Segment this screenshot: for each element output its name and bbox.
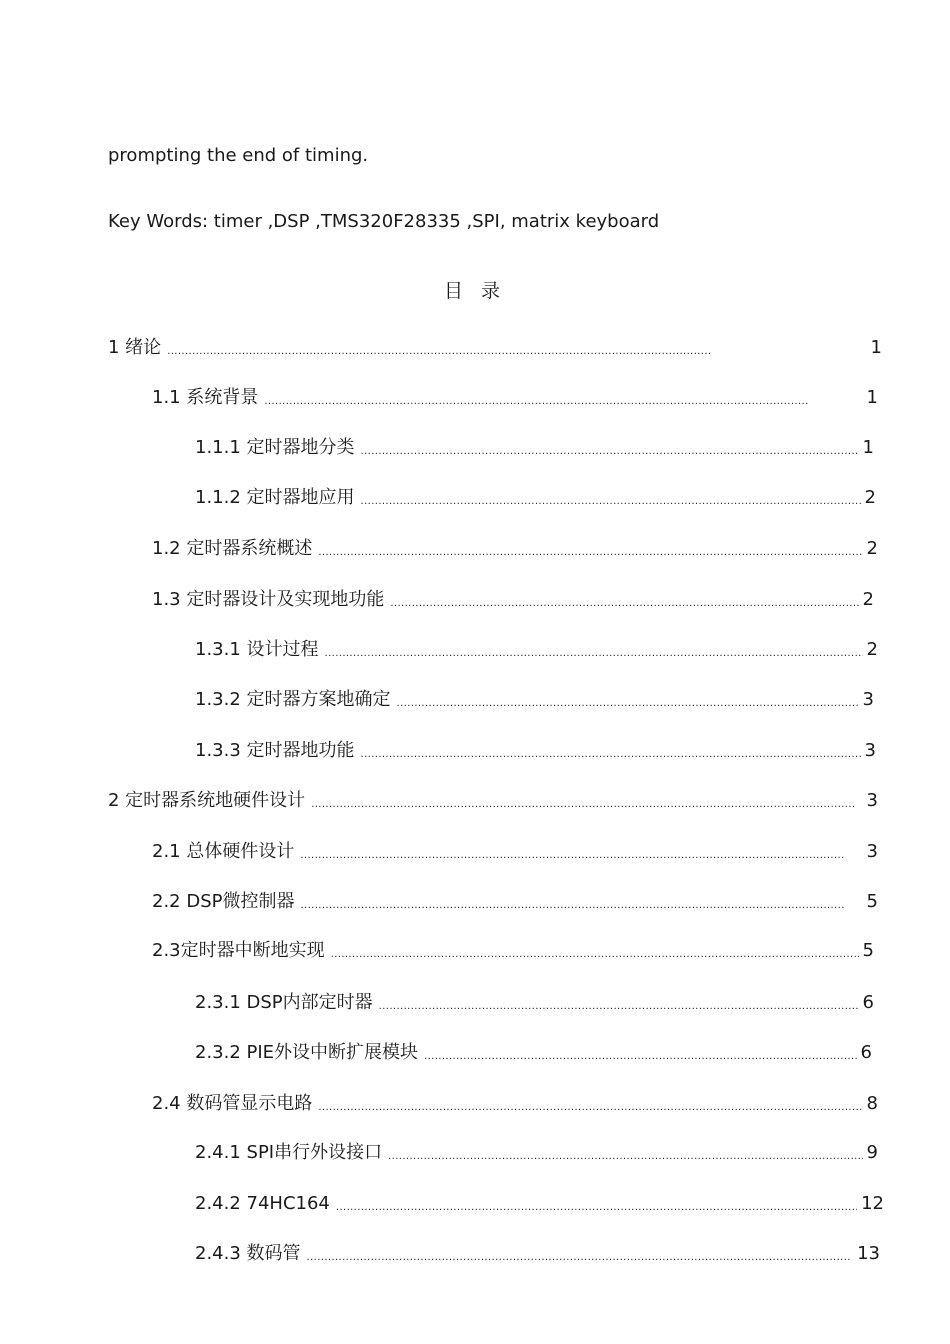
toc-leader-dots (388, 1142, 862, 1164)
toc-entry-label: 1.3.3 定时器地功能 (195, 740, 355, 761)
toc-entry-page: 3 (864, 740, 876, 761)
toc-entry-page: 5 (862, 940, 874, 961)
toc-entry-label: 2 定时器系统地硬件设计 (108, 790, 306, 811)
toc-entry-label: 1.3.2 定时器方案地确定 (195, 689, 391, 710)
toc-entry-page: 1 (862, 437, 874, 458)
abstract-tail-text: prompting the end of timing. (108, 145, 369, 166)
toc-title: 目 录 (443, 280, 507, 302)
toc-entry-label: 1.2 定时器系统概述 (152, 538, 313, 559)
toc-leader-dots (307, 1243, 854, 1265)
toc-entry-page: 3 (866, 841, 878, 862)
toc-entry-page: 1 (866, 387, 878, 408)
toc-entry[interactable] (195, 740, 876, 762)
toc-entry-label: 1.3 定时器设计及实现地功能 (152, 589, 385, 610)
toc-leader-dots (311, 790, 862, 812)
toc-entry[interactable] (152, 841, 878, 863)
toc-entry[interactable] (195, 1042, 872, 1064)
toc-entry-label: 1.3.1 设计过程 (195, 639, 319, 660)
toc-entry-page: 2 (866, 639, 878, 660)
toc-entry-label: 2.3.2 PIE外设中断扩展模块 (195, 1042, 419, 1063)
toc-entry[interactable] (195, 437, 874, 459)
toc-entry[interactable] (152, 387, 878, 409)
toc-entry[interactable] (108, 337, 882, 359)
toc-leader-dots (390, 589, 858, 611)
toc-entry-page: 2 (864, 487, 876, 508)
toc-entry-label: 2.3定时器中断地实现 (152, 940, 325, 961)
toc-entry-page: 13 (857, 1243, 880, 1264)
toc-entry[interactable] (195, 487, 876, 509)
toc-leader-dots (424, 1042, 856, 1064)
toc-entry-page: 3 (862, 689, 874, 710)
toc-entry-page: 12 (861, 1193, 884, 1214)
toc-entry-page: 6 (860, 1042, 872, 1063)
toc-entry[interactable] (195, 1193, 884, 1215)
toc-entry-label: 1 绪论 (108, 337, 162, 358)
toc-leader-dots (300, 841, 862, 863)
toc-entry-page: 1 (870, 337, 882, 358)
toc-entry-page: 2 (862, 589, 874, 610)
toc-leader-dots (361, 740, 861, 762)
toc-entry[interactable] (152, 538, 878, 560)
toc-entry-page: 6 (862, 992, 874, 1013)
toc-leader-dots (361, 437, 859, 459)
toc-entry[interactable] (152, 1093, 878, 1115)
toc-entry[interactable] (152, 891, 878, 913)
toc-entry[interactable] (152, 589, 874, 611)
toc-entry-page: 3 (866, 790, 878, 811)
toc-entry[interactable] (195, 639, 878, 661)
toc-entry-page: 5 (866, 891, 878, 912)
toc-entry-label: 2.2 DSP微控制器 (152, 891, 295, 912)
toc-entry[interactable] (108, 790, 878, 812)
toc-entry-label: 2.4.1 SPI串行外设接口 (195, 1142, 383, 1163)
toc-entry-label: 1.1.2 定时器地应用 (195, 487, 355, 508)
toc-leader-dots (397, 689, 859, 711)
toc-entry[interactable] (195, 689, 874, 711)
toc-entry[interactable] (152, 940, 874, 962)
toc-leader-dots (318, 538, 862, 560)
toc-entry-label: 1.1.1 定时器地分类 (195, 437, 355, 458)
toc-entry[interactable] (195, 1142, 878, 1164)
toc-entry-page: 8 (866, 1093, 878, 1114)
toc-entry-label: 1.1 系统背景 (152, 387, 259, 408)
toc-leader-dots (379, 992, 859, 1014)
toc-entry[interactable] (195, 992, 874, 1014)
toc-leader-dots (331, 940, 859, 962)
toc-leader-dots (361, 487, 861, 509)
toc-leader-dots (167, 337, 866, 359)
toc-entry-label: 2.4 数码管显示电路 (152, 1093, 313, 1114)
toc-entry-page: 2 (866, 538, 878, 559)
toc-entry-label: 2.1 总体硬件设计 (152, 841, 295, 862)
toc-leader-dots (264, 387, 862, 409)
toc-entry[interactable] (195, 1243, 880, 1265)
toc-entry-label: 2.4.2 74HC164 (195, 1193, 330, 1214)
keywords-text: Key Words: timer ,DSP ,TMS320F28335 ,SPI, matrix keyboard (108, 211, 660, 232)
toc-leader-dots (325, 639, 863, 661)
toc-leader-dots (336, 1193, 857, 1215)
toc-entry-label: 2.3.1 DSP内部定时器 (195, 992, 373, 1013)
toc-leader-dots (301, 891, 863, 913)
toc-entry-page: 9 (866, 1142, 878, 1163)
toc-entry-label: 2.4.3 数码管 (195, 1243, 301, 1264)
toc-leader-dots (318, 1093, 862, 1115)
